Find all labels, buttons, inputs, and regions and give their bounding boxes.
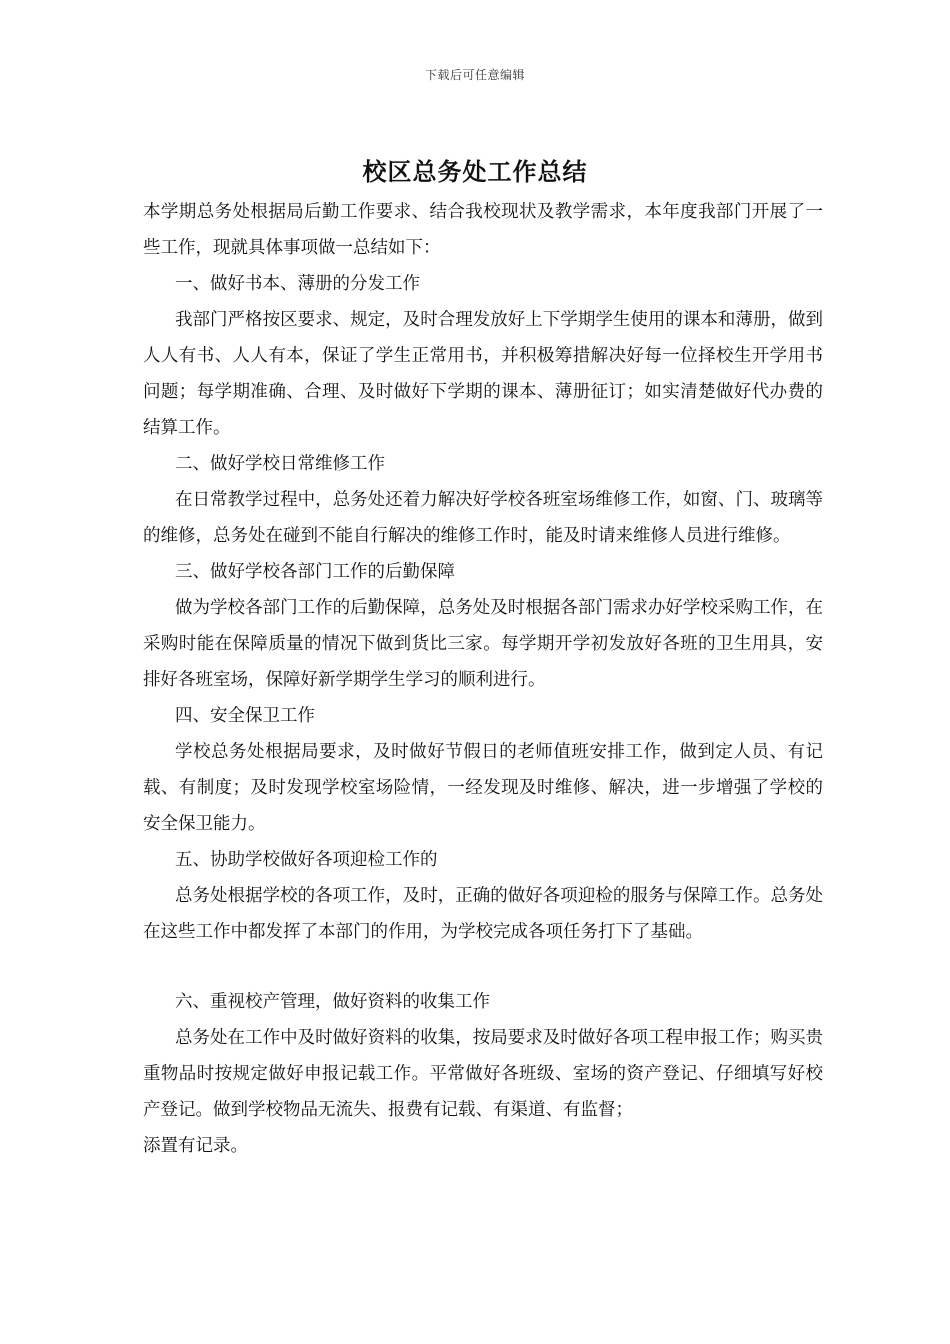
section-paragraph-3: 做为学校各部门工作的后勤保障，总务处及时根据各部门需求办好学校采购工作，在采购时能在保障质量的情况下做到货比三家。每学期开学初发放好各班的卫生用具，安排好各班室场，保障好新学期学生学习的顺利进行。	[143, 598, 823, 690]
section-paragraph-1: 我部门严格按区要求、规定，及时合理发放好上下学期学生使用的课本和薄册，做到人人有书、人人有本，保证了学生正常用书，并积极筹措解决好每一位择校生开学用书问题；每学期准确、合理、及时做好下学期的课本、薄册征订；如实清楚做好代办费的结算工作。	[143, 310, 823, 438]
section-heading-3: 三、做好学校各部门工作的后勤保障	[175, 562, 455, 582]
section-heading-2: 二、做好学校日常维修工作	[175, 454, 385, 474]
section-paragraph-2: 在日常教学过程中，总务处还着力解决好学校各班室场维修工作，如窗、门、玻璃等的维修，总务处在碰到不能自行解决的维修工作时，能及时请来维修人员进行维修。	[143, 490, 823, 546]
document-body	[143, 194, 823, 1164]
section-paragraph-6: 总务处在工作中及时做好资料的收集，按局要求及时做好各项工程申报工作；购买贵重物品时按规定做好申报记载工作。平常做好各班级、室场的资产登记、仔细填写好校产登记。做到学校物品无流失、报费有记载、有渠道、有监督；	[143, 1028, 823, 1120]
closing-line: 添置有记录。	[143, 1136, 248, 1156]
section-paragraph-5: 总务处根据学校的各项工作，及时，正确的做好各项迎检的服务与保障工作。总务处在这些工作中都发挥了本部门的作用，为学校完成各项任务打下了基础。	[143, 886, 823, 942]
section-heading-6: 六、重视校产管理，做好资料的收集工作	[175, 992, 490, 1012]
section-heading-4: 四、安全保卫工作	[175, 706, 315, 726]
section-paragraph-4: 学校总务处根据局要求，及时做好节假日的老师值班安排工作，做到定人员、有记载、有制度；及时发现学校室场险情，一经发现及时维修、解决，进一步增强了学校的安全保卫能力。	[143, 742, 823, 834]
section-heading-5: 五、协助学校做好各项迎检工作的	[175, 850, 438, 870]
section-heading-1: 一、做好书本、薄册的分发工作	[175, 274, 420, 294]
intro-paragraph: 本学期总务处根据局后勤工作要求、结合我校现状及教学需求，本年度我部门开展了一些工作，现就具体事项做一总结如下：	[143, 202, 823, 258]
header-note: 下载后可任意编辑	[424, 68, 525, 82]
document-title: 校区总务处工作总结	[362, 158, 588, 186]
